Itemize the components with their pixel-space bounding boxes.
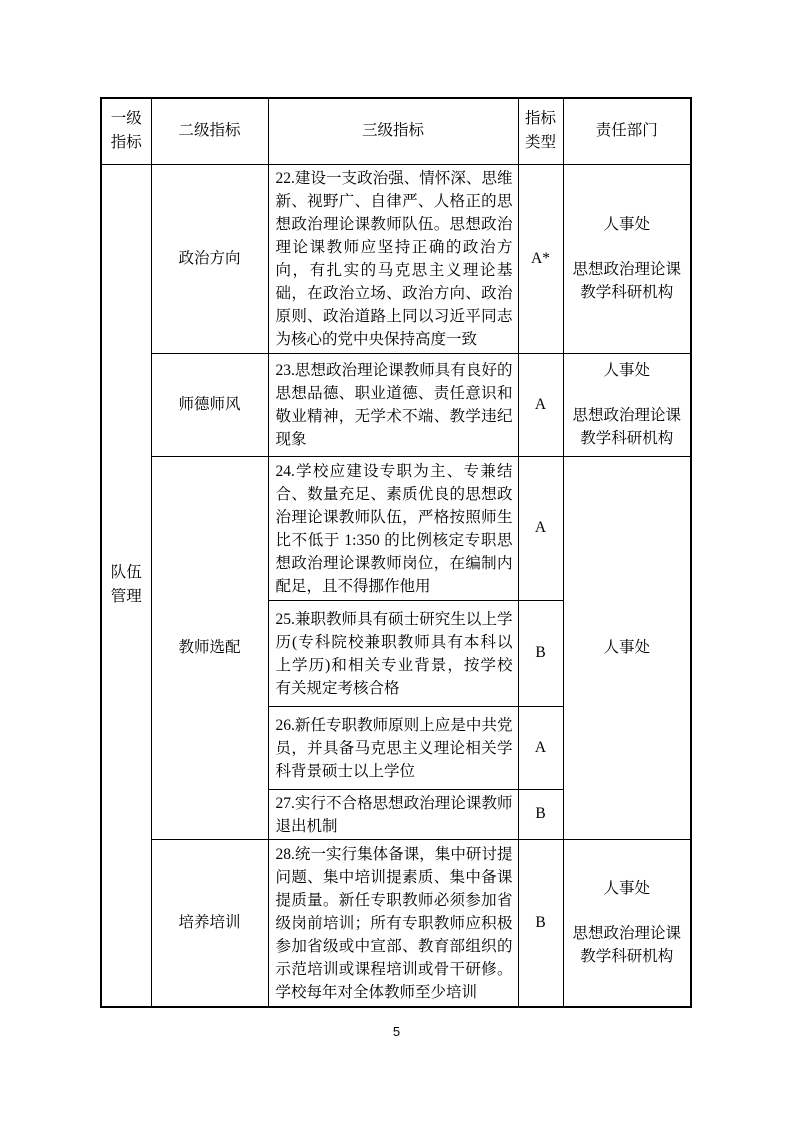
cell-r23-level3: 23.思想政治理论课教师具有良好的思想品德、职业道德、责任意识和敬业精神，无学术不端、教学违纪现象	[268, 353, 518, 456]
cell-r22-type: A*	[518, 164, 563, 353]
dept-line: 教学科研机构	[580, 430, 674, 447]
dept-line: 人事处	[603, 639, 650, 656]
cell-r23-type: A	[518, 353, 563, 456]
cell-level1-team-management: 队伍管理	[101, 164, 151, 1007]
header-level3-indicator: 三级指标	[268, 98, 518, 164]
header-responsible-dept: 责任部门	[563, 98, 691, 164]
cell-r25-type: B	[518, 600, 563, 706]
cell-r23-level2: 师德师风	[151, 353, 268, 456]
cell-r24-level2: 教师选配	[151, 456, 268, 839]
cell-r24-dept	[563, 456, 691, 839]
cell-r22-level3: 22.建设一支政治强、情怀深、思维新、视野广、自律严、人格正的思想政治理论课教师队伍。思想政治理论课教师应坚持正确的政治方向，有扎实的马克思主义理论基础，在政治立场、政治方向、政治原则、政治道路上同以习近平同志为核心的党中央保持高度一致	[268, 164, 518, 353]
dept-line: 人事处	[603, 362, 650, 379]
cell-r26-level3: 26.新任专职教师原则上应是中共党员，并具备马克思主义理论相关学科背景硕士以上学位	[268, 706, 518, 789]
dept-line: 人事处	[603, 880, 650, 898]
cell-r27-type: B	[518, 789, 563, 839]
dept-line: 思想政治理论课	[572, 407, 681, 424]
cell-r28-type: B	[518, 839, 563, 1007]
header-indicator-type: 指标类型	[518, 98, 563, 164]
dept-line: 人事处	[603, 216, 650, 233]
cell-r23-dept	[563, 353, 691, 456]
cell-r27-level3: 27.实行不合格思想政治理论课教师退出机制	[268, 789, 518, 839]
table-row-28	[101, 839, 691, 1007]
page-number: 5	[392, 1024, 401, 1039]
indicator-table	[100, 97, 692, 1008]
dept-line: 教学科研机构	[580, 284, 674, 301]
table-row-22	[101, 164, 691, 353]
cell-r28-level2: 培养培训	[151, 839, 268, 1007]
cell-r24-type: A	[518, 456, 563, 600]
cell-r28-dept	[563, 839, 691, 1007]
table-row-23	[101, 353, 691, 456]
cell-r22-dept	[563, 164, 691, 353]
cell-r28-level3: 28.统一实行集体备课，集中研讨提问题、集中培训提素质、集中备课提质量。新任专职教师必须参加省级岗前培训；所有专职教师应积极参加省级或中宣部、教育部组织的示范培训或课程培训或骨干研修。学校每年对全体教师至少培训	[268, 839, 518, 1007]
dept-line: 教学科研机构	[580, 948, 674, 966]
cell-r24-level3: 24.学校应建设专职为主、专兼结合、数量充足、素质优良的思想政治理论课教师队伍，严格按照师生比不低于 1:350 的比例核定专职思想政治理论课教师岗位，在编制内配足，且不得挪作他用	[268, 456, 518, 600]
cell-r26-type: A	[518, 706, 563, 789]
dept-line: 思想政治理论课	[572, 261, 681, 278]
cell-r22-level2: 政治方向	[151, 164, 268, 353]
dept-line: 思想政治理论课	[572, 925, 681, 943]
header-level1-indicator: 一级指标	[101, 98, 151, 164]
header-row	[101, 98, 691, 164]
header-level2-indicator: 二级指标	[151, 98, 268, 164]
table-row-24	[101, 456, 691, 600]
cell-r25-level3: 25.兼职教师具有硕士研究生以上学历(专科院校兼职教师具有本科以上学历)和相关专业背景，按学校有关规定考核合格	[268, 600, 518, 706]
